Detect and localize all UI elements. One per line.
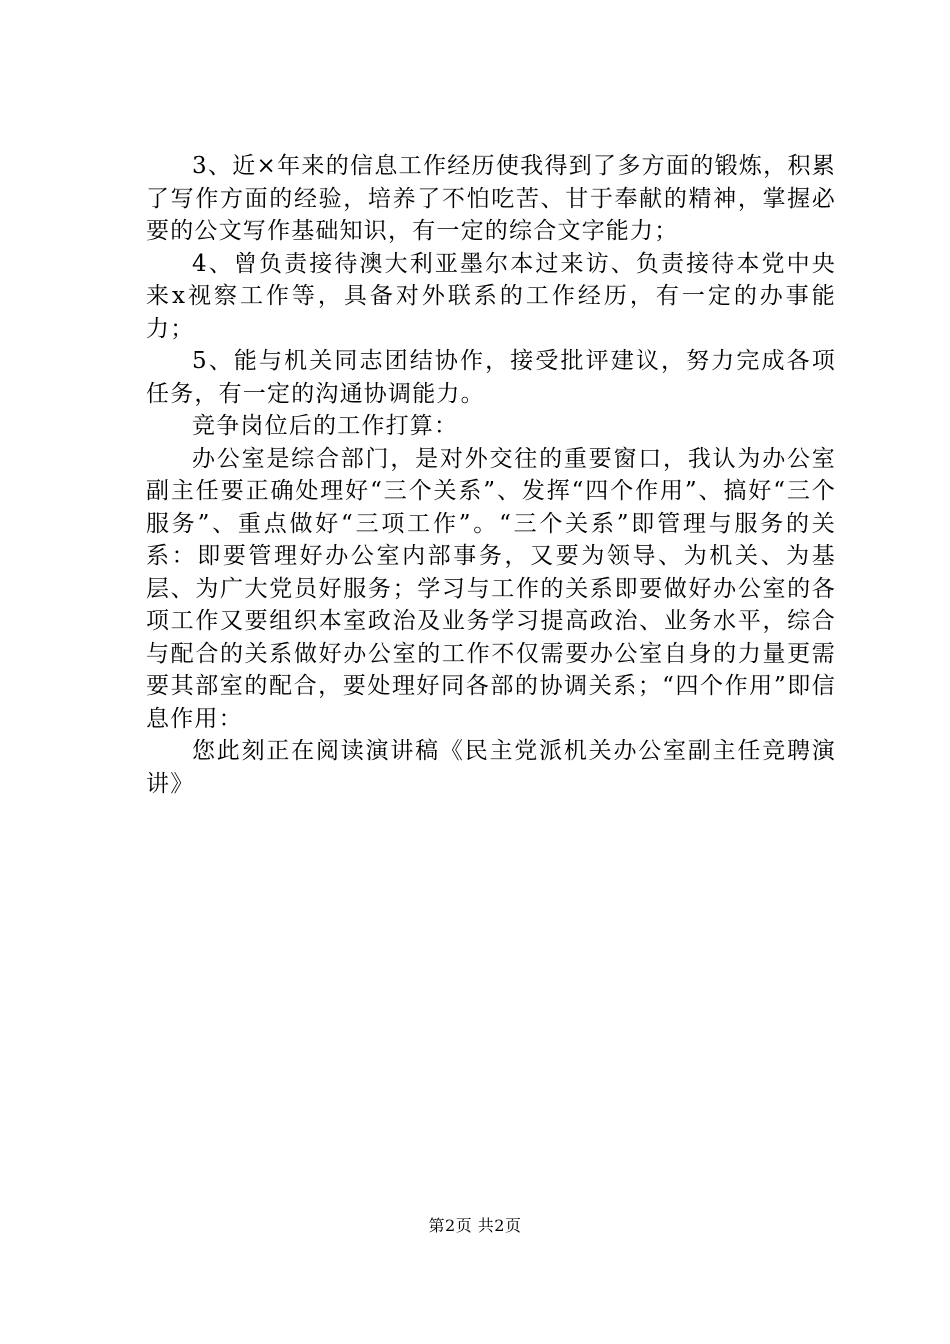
paragraph-experience-3: 3、近×年来的信息工作经历使我得到了多方面的锻炼，积累了写作方面的经验，培养了不怕吃苦、甘于奉献的精神，掌握必要的公文写作基础知识，有一定的综合文字能力；: [146, 153, 836, 244]
paragraph-work-plan: 办公室是综合部门，是对外交往的重要窗口，我认为办公室副主任要正确处理好“三个关系”、发挥“四个作用”、搞好“三个服务”、重点做好“三项工作”。“三个关系”即管理与服务的关系：即要管理好办公室内部事务，又要为领导、为机关、为基层、为广大党员好服务；学习与工作的关系即要做好办公室的各项工作又要组织本室政治及业务学习提高政治、业务水平，综合与配合的关系做好办公室的工作不仅需要办公室自身的力量更需要其部室的配合，要处理好同各部的协调关系；“四个作用”即信息作用：: [146, 445, 836, 732]
paragraph-experience-5: 5、能与机关同志团结协作，接受批评建议，努力完成各项任务，有一定的沟通协调能力。: [146, 348, 836, 407]
document-body: [146, 150, 836, 800]
paragraph-experience-4: 4、曾负责接待澳大利亚墨尔本过来访、负责接待本党中央来x视察工作等，具备对外联系的工作经历，有一定的办事能力；: [146, 250, 836, 342]
paragraph-reading-note: 您此刻正在阅读演讲稿《民主党派机关办公室副主任竞聘演讲》: [146, 738, 836, 797]
page-footer: 第2页 共2页: [428, 1216, 522, 1235]
section-heading-work-plan: 竞争岗位后的工作打算：: [192, 413, 459, 439]
